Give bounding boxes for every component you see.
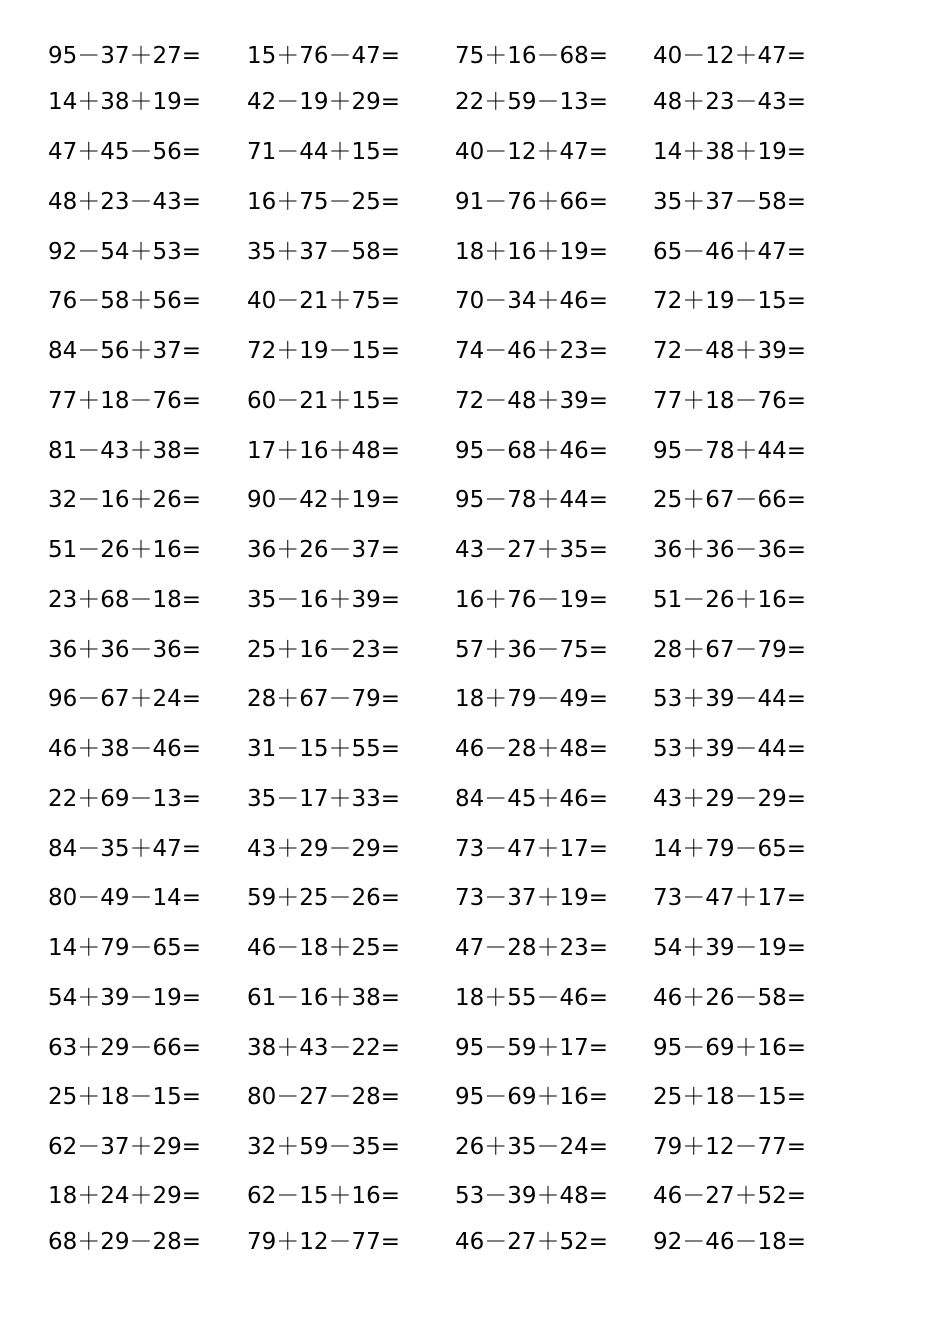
math-problem: 76－58＋56= <box>48 288 202 314</box>
problem-row <box>0 284 950 318</box>
math-problem: 95－68＋46= <box>455 438 609 464</box>
math-problem: 62－15＋16= <box>247 1183 401 1209</box>
problem-row <box>0 633 950 667</box>
math-problem: 73－47＋17= <box>653 885 807 911</box>
math-problem: 51－26＋16= <box>653 587 807 613</box>
math-problem: 95－59＋17= <box>455 1035 609 1061</box>
math-problem: 95－37＋27= <box>48 43 202 69</box>
problem-row <box>0 583 950 617</box>
math-problem: 40－12＋47= <box>455 139 609 165</box>
math-problem: 46－27＋52= <box>455 1229 609 1255</box>
math-problem: 32－16＋26= <box>48 487 202 513</box>
math-problem: 84－45＋46= <box>455 786 609 812</box>
math-problem: 14＋79－65= <box>653 836 807 862</box>
math-problem: 63＋29－66= <box>48 1035 202 1061</box>
math-problem: 40－12＋47= <box>653 43 807 69</box>
math-problem: 14＋38＋19= <box>48 89 202 115</box>
math-problem: 68＋29－28= <box>48 1229 202 1255</box>
problem-row <box>0 483 950 517</box>
math-problem: 28＋67－79= <box>247 686 401 712</box>
math-problem: 65－46＋47= <box>653 239 807 265</box>
problem-row <box>0 384 950 418</box>
math-problem: 32＋59－35= <box>247 1134 401 1160</box>
math-problem: 95－69＋16= <box>455 1084 609 1110</box>
math-problem: 62－37＋29= <box>48 1134 202 1160</box>
math-problem: 80－49－14= <box>48 885 202 911</box>
math-problem: 95－78＋44= <box>455 487 609 513</box>
math-problem: 73－47＋17= <box>455 836 609 862</box>
problem-row <box>0 1225 950 1259</box>
math-problem: 59＋25－26= <box>247 885 401 911</box>
math-problem: 43－27＋35= <box>455 537 609 563</box>
problem-row <box>0 235 950 269</box>
math-problem: 25＋16－23= <box>247 637 401 663</box>
math-problem: 18＋24＋29= <box>48 1183 202 1209</box>
math-problem: 23＋68－18= <box>48 587 202 613</box>
problem-row <box>0 931 950 965</box>
math-problem: 25＋67－66= <box>653 487 807 513</box>
math-problem: 75＋16－68= <box>455 43 609 69</box>
math-problem: 14＋38＋19= <box>653 139 807 165</box>
problem-row <box>0 782 950 816</box>
math-problem: 35＋37－58= <box>653 189 807 215</box>
problem-row <box>0 732 950 766</box>
math-problem: 28＋67－79= <box>653 637 807 663</box>
math-problem: 26＋35－24= <box>455 1134 609 1160</box>
math-problem: 18＋16＋19= <box>455 239 609 265</box>
math-problem: 35－16＋39= <box>247 587 401 613</box>
math-problem: 84－35＋47= <box>48 836 202 862</box>
problem-row <box>0 1130 950 1164</box>
problem-row <box>0 881 950 915</box>
math-problem: 72－48＋39= <box>455 388 609 414</box>
math-problem: 25＋18－15= <box>48 1084 202 1110</box>
math-problem: 90－42＋19= <box>247 487 401 513</box>
math-problem: 22＋59－13= <box>455 89 609 115</box>
math-problem: 31－15＋55= <box>247 736 401 762</box>
math-problem: 35＋37－58= <box>247 239 401 265</box>
problem-row <box>0 434 950 468</box>
problem-row <box>0 39 950 73</box>
math-problem: 71－44＋15= <box>247 139 401 165</box>
math-problem: 92－46－18= <box>653 1229 807 1255</box>
math-problem: 47＋45－56= <box>48 139 202 165</box>
math-problem: 16＋75－25= <box>247 189 401 215</box>
problem-row <box>0 334 950 368</box>
math-problem: 60－21＋15= <box>247 388 401 414</box>
problem-row <box>0 1031 950 1065</box>
math-problem: 96－67＋24= <box>48 686 202 712</box>
math-problem: 16＋76－19= <box>455 587 609 613</box>
math-problem: 91－76＋66= <box>455 189 609 215</box>
math-problem: 43＋29－29= <box>653 786 807 812</box>
math-problem: 43＋29－29= <box>247 836 401 862</box>
math-problem: 53＋39－44= <box>653 736 807 762</box>
math-problem: 35－17＋33= <box>247 786 401 812</box>
problem-row <box>0 135 950 169</box>
math-problem: 14＋79－65= <box>48 935 202 961</box>
math-problem: 51－26＋16= <box>48 537 202 563</box>
math-problem: 36＋36－36= <box>48 637 202 663</box>
math-problem: 15＋76－47= <box>247 43 401 69</box>
math-problem: 70－34＋46= <box>455 288 609 314</box>
math-problem: 77＋18－76= <box>653 388 807 414</box>
math-problem: 36＋36－36= <box>653 537 807 563</box>
math-problem: 72＋19－15= <box>247 338 401 364</box>
problem-row <box>0 533 950 567</box>
math-problem: 79＋12－77= <box>653 1134 807 1160</box>
math-problem: 54＋39－19= <box>48 985 202 1011</box>
math-problem: 22＋69－13= <box>48 786 202 812</box>
problem-row <box>0 1179 950 1213</box>
math-problem: 53＋39－44= <box>653 686 807 712</box>
problem-row <box>0 185 950 219</box>
math-problem: 25＋18－15= <box>653 1084 807 1110</box>
math-problem: 47－28＋23= <box>455 935 609 961</box>
math-problem: 72－48＋39= <box>653 338 807 364</box>
math-problem: 57＋36－75= <box>455 637 609 663</box>
math-problem: 79＋12－77= <box>247 1229 401 1255</box>
problem-row <box>0 981 950 1015</box>
math-problem: 18＋79－49= <box>455 686 609 712</box>
math-problem: 95－78＋44= <box>653 438 807 464</box>
math-problem: 73－37＋19= <box>455 885 609 911</box>
math-problem: 36＋26－37= <box>247 537 401 563</box>
problem-row <box>0 832 950 866</box>
math-problem: 84－56＋37= <box>48 338 202 364</box>
math-problem: 48＋23－43= <box>48 189 202 215</box>
math-problem: 95－69＋16= <box>653 1035 807 1061</box>
problem-row <box>0 682 950 716</box>
math-problem: 18＋55－46= <box>455 985 609 1011</box>
math-problem: 81－43＋38= <box>48 438 202 464</box>
math-problem: 46－27＋52= <box>653 1183 807 1209</box>
math-problem: 17＋16＋48= <box>247 438 401 464</box>
math-problem: 77＋18－76= <box>48 388 202 414</box>
math-problem: 42－19＋29= <box>247 89 401 115</box>
math-problem: 46＋26－58= <box>653 985 807 1011</box>
math-problem: 61－16＋38= <box>247 985 401 1011</box>
math-problem: 80－27－28= <box>247 1084 401 1110</box>
math-problem: 40－21＋75= <box>247 288 401 314</box>
math-problem: 46＋38－46= <box>48 736 202 762</box>
math-problem: 92－54＋53= <box>48 239 202 265</box>
math-problem: 54＋39－19= <box>653 935 807 961</box>
math-problem: 48＋23－43= <box>653 89 807 115</box>
problem-row <box>0 85 950 119</box>
math-problem: 53－39＋48= <box>455 1183 609 1209</box>
math-problem: 46－18＋25= <box>247 935 401 961</box>
math-problem: 38＋43－22= <box>247 1035 401 1061</box>
problem-row <box>0 1080 950 1114</box>
math-problem: 74－46＋23= <box>455 338 609 364</box>
math-problem: 46－28＋48= <box>455 736 609 762</box>
math-problem: 72＋19－15= <box>653 288 807 314</box>
